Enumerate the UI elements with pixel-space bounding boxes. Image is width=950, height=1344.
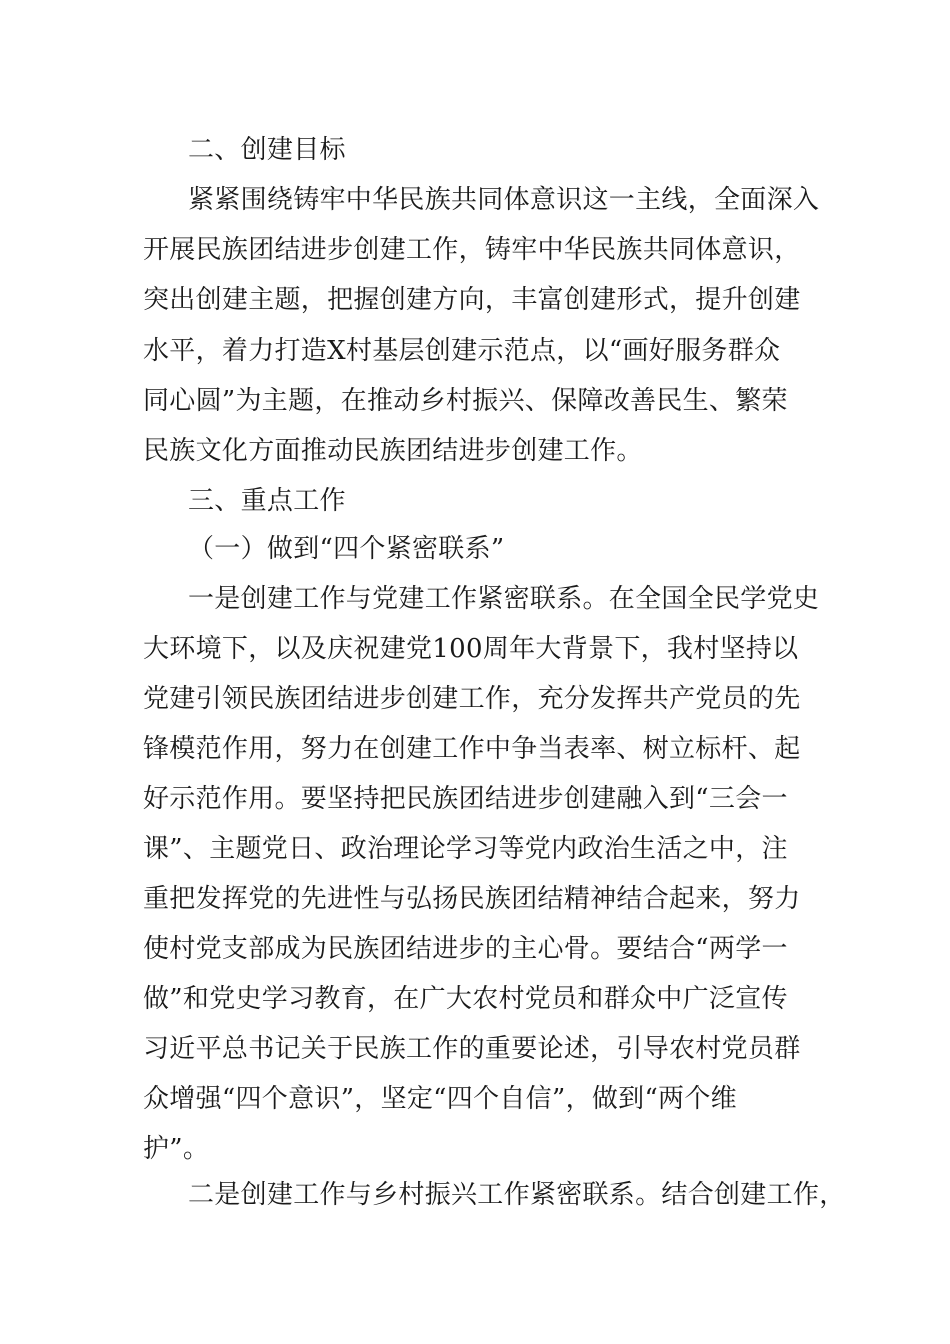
- paragraph-line: 一是创建工作与党建工作紧密联系。在全国全民学党史: [188, 584, 820, 614]
- paragraph-line: 紧紧围绕铸牢中华民族共同体意识这一主线，全面深入: [188, 185, 820, 215]
- paragraph-line: 水平，着力打造X村基层创建示范点，以“画好服务群众: [143, 336, 781, 366]
- paragraph-line: 二是创建工作与乡村振兴工作紧密联系。结合创建工作，: [188, 1180, 846, 1210]
- paragraph-line: 课”、主题党日、政治理论学习等党内政治生活之中，注: [143, 834, 788, 864]
- section-heading-creation-goals: 二、创建目标: [188, 135, 346, 165]
- section-heading-key-work: 三、重点工作: [188, 486, 346, 516]
- paragraph-line: 民族文化方面推动民族团结进步创建工作。: [143, 436, 643, 466]
- paragraph-line: 习近平总书记关于民族工作的重要论述，引导农村党员群: [143, 1034, 801, 1064]
- paragraph-line: 好示范作用。要坚持把民族团结进步创建融入到“三会一: [143, 784, 788, 814]
- paragraph-line: 锋模范作用，努力在创建工作中争当表率、树立标杆、起: [143, 734, 801, 764]
- paragraph-line: 突出创建主题，把握创建方向，丰富创建形式，提升创建: [143, 285, 801, 315]
- paragraph-line: 党建引领民族团结进步创建工作，充分发挥共产党员的先: [143, 684, 801, 714]
- paragraph-line: 使村党支部成为民族团结进步的主心骨。要结合“两学一: [143, 934, 788, 964]
- paragraph-line: 众增强“四个意识”，坚定“四个自信”，做到“两个维: [143, 1084, 737, 1114]
- paragraph-line: 做”和党史学习教育，在广大农村党员和群众中广泛宣传: [143, 984, 788, 1014]
- paragraph-line: 护”。: [143, 1134, 210, 1164]
- paragraph-line: 同心圆”为主题，在推动乡村振兴、保障改善民生、繁荣: [143, 386, 788, 416]
- paragraph-line: 大环境下，以及庆祝建党100周年大背景下，我村坚持以: [143, 634, 799, 664]
- subsection-heading: （一）做到“四个紧密联系”: [188, 534, 505, 564]
- paragraph-line: 开展民族团结进步创建工作，铸牢中华民族共同体意识，: [143, 235, 801, 265]
- paragraph-line: 重把发挥党的先进性与弘扬民族团结精神结合起来，努力: [143, 884, 801, 914]
